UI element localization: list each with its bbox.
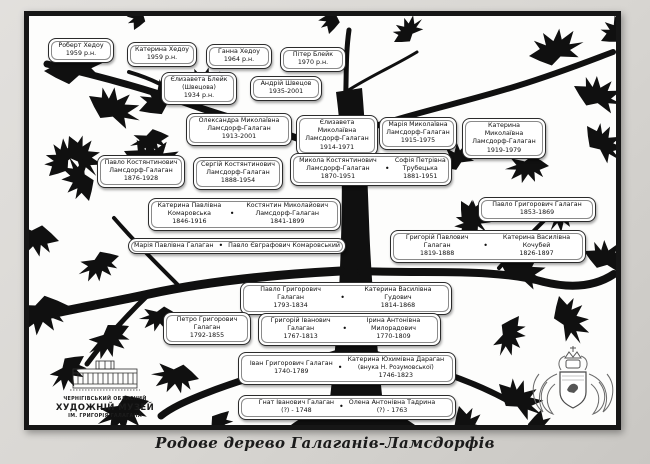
person-dates: 1767-1813 [283, 333, 318, 341]
person-name: Павло Євграфович Комаровський [228, 242, 341, 249]
person-dates: 1853-1869 [519, 209, 555, 217]
person-dates: (?) - 1748 [281, 407, 312, 415]
person-dates: 1746-1823 [378, 372, 413, 380]
marriage-bullet: • [337, 363, 343, 373]
person-box-hanna-hedou [206, 44, 272, 69]
person-name: Григорій Іванович Галаган [270, 317, 331, 333]
marriage-bullet: • [218, 241, 224, 251]
person-name: Катерина Василівна Гудович [364, 286, 432, 302]
person-box-piter-bleik [280, 47, 346, 72]
marriage-bullet: • [339, 402, 344, 412]
person-dates: 1846-1916 [172, 218, 207, 226]
person-dates: 1919-1979 [486, 146, 522, 154]
person-note: (Швецова) [182, 84, 216, 92]
marriage-bullet: • [340, 293, 345, 303]
person-dates: 1881-1951 [403, 173, 438, 181]
person-box-petro-hryhorovych [163, 312, 251, 345]
person-name: Андрій Швецов [260, 80, 312, 87]
person-name: Павло Костянтинович Ламсдорф-Галаган [104, 159, 178, 175]
person-dates: 1915-1975 [400, 137, 436, 145]
person-name: Павло Григорович Галаган [492, 201, 582, 208]
person-box-serhii-kostiantynovych [193, 157, 283, 190]
person-dates: 1740-1789 [274, 368, 309, 376]
person-box-yelyzaveta-mykolaivna [296, 115, 378, 156]
person-name: Катерина Миколаївна Ламсдорф-Галаган [472, 122, 536, 146]
person-name: Марія Павлівна Галаган [133, 242, 214, 249]
couple-box-hnat-olena [238, 395, 456, 420]
poster-caption: Родове дерево Галаганів-Ламсдорфів [155, 434, 495, 452]
couple-box-kateryna-kostiantyn [148, 198, 341, 231]
marriage-bullet: • [342, 324, 348, 334]
person-box-mariia-mykolaivna [379, 117, 457, 150]
museum-logo [55, 358, 155, 421]
marriage-bullet: • [483, 241, 488, 251]
person-dates: 1792-1855 [189, 332, 225, 340]
person-dates: 1959 р.н. [65, 50, 97, 58]
person-name: Єлизавета Миколаївна Ламсдорф-Галаган [305, 119, 369, 143]
person-name: Іван Григорович Галаган [249, 359, 333, 367]
person-box-oleksandra-mykolaivna [186, 113, 292, 146]
person-dates: 1826-1897 [519, 250, 554, 258]
couple-box-ivan-kateryna-darahan [238, 352, 456, 385]
couple-box-hryhorii-kateryna [390, 230, 586, 263]
person-name: Ганна Хедоу [218, 48, 260, 55]
person-dates: 1793-1834 [273, 302, 308, 310]
person-dates: (?) - 1763 [376, 407, 408, 415]
couple-box-mariia-pavlo [128, 238, 346, 254]
person-box-andrii-shvetsov [250, 76, 322, 101]
person-box-pavlo-kostiantynovych [97, 155, 185, 188]
person-name: Катерина Хедоу [134, 46, 190, 53]
person-dates: 1814-1868 [380, 302, 416, 310]
person-name: Микола Костянтинович Ламсдорф-Галаган [299, 157, 377, 173]
person-box-kateryna-hedou [127, 42, 197, 67]
person-dates: 1935-2001 [268, 88, 304, 96]
museum-name-line3: ІМ. ГРИГОРІЯ ГАЛАГАНА [68, 414, 142, 420]
person-name: Катерина Павлівна Комаровська [157, 202, 222, 218]
person-note: (внука Н. Розумовської) [357, 364, 434, 372]
family-tree-poster [24, 11, 621, 430]
marriage-bullet: • [384, 164, 390, 174]
couple-box-hryhorii-iryna [258, 313, 441, 346]
museum-name-line2: ХУДОЖНІЙ МУЗЕЙ [55, 403, 155, 414]
person-name: Григорій Павлович Галаган [405, 234, 469, 250]
person-box-kateryna-mykolaivna [462, 118, 546, 159]
person-name: Катерина Юхимівна Дараган [347, 356, 445, 363]
couple-box-mykola-sofiia [290, 153, 452, 186]
person-name: Сергій Костянтинович Ламсдорф-Галаган [200, 161, 276, 177]
person-dates: 1770-1809 [376, 333, 411, 341]
person-name: Павло Григорович Галаган [260, 286, 321, 302]
person-dates: 1876-1928 [123, 175, 159, 183]
marriage-bullet: • [229, 209, 235, 219]
person-name: Костянтин Миколайович Ламсдорф-Галаган [246, 202, 329, 218]
person-dates: 1841-1899 [270, 218, 305, 226]
person-name: Роберт Хедоу [58, 42, 104, 49]
person-name: Гнат Іванович Галаган [258, 399, 335, 406]
person-dates: 1913-2001 [221, 133, 257, 141]
couple-box-pavlo-kateryna-hudovych [240, 282, 452, 315]
person-name: Софія Петрівна Трубецька [394, 157, 446, 173]
person-name: Пітер Блейк [292, 51, 334, 58]
person-box-pavlo-hryhorovych-1853 [478, 197, 596, 222]
museum-name-line1: ЧЕРНІГІВСЬКИЙ ОБЛАСНИЙ [63, 397, 147, 402]
person-name: Ірина Антонівна Милорадович [366, 317, 421, 333]
person-dates: 1914-1971 [319, 143, 355, 151]
person-name: Петро Григорович Галаган [176, 316, 238, 332]
coat-of-arms [527, 340, 619, 426]
person-name: Марія Миколаївна Ламсдорф-Галаган [386, 121, 450, 137]
person-dates: 1888-1954 [220, 177, 256, 185]
person-box-yelyzaveta-bleik [161, 72, 237, 105]
person-dates: 1819-1888 [419, 250, 455, 258]
person-dates: 1959 р.н. [146, 54, 178, 62]
person-name: Олександра Миколаївна Ламсдорф-Галаган [198, 117, 280, 133]
person-dates: 1964 р.н. [223, 56, 255, 64]
person-name: Єлизавета Блейк [170, 76, 228, 83]
person-dates: 1934 р.н. [183, 92, 215, 100]
person-box-robert-hedou [48, 38, 114, 63]
person-name: Олена Антонівна Тадрина [348, 399, 436, 406]
person-name: Катерина Василівна Кочубей [502, 234, 571, 250]
museum-building-icon [70, 358, 140, 392]
person-dates: 1870-1951 [320, 173, 356, 181]
person-dates: 1970 р.н. [297, 59, 329, 67]
